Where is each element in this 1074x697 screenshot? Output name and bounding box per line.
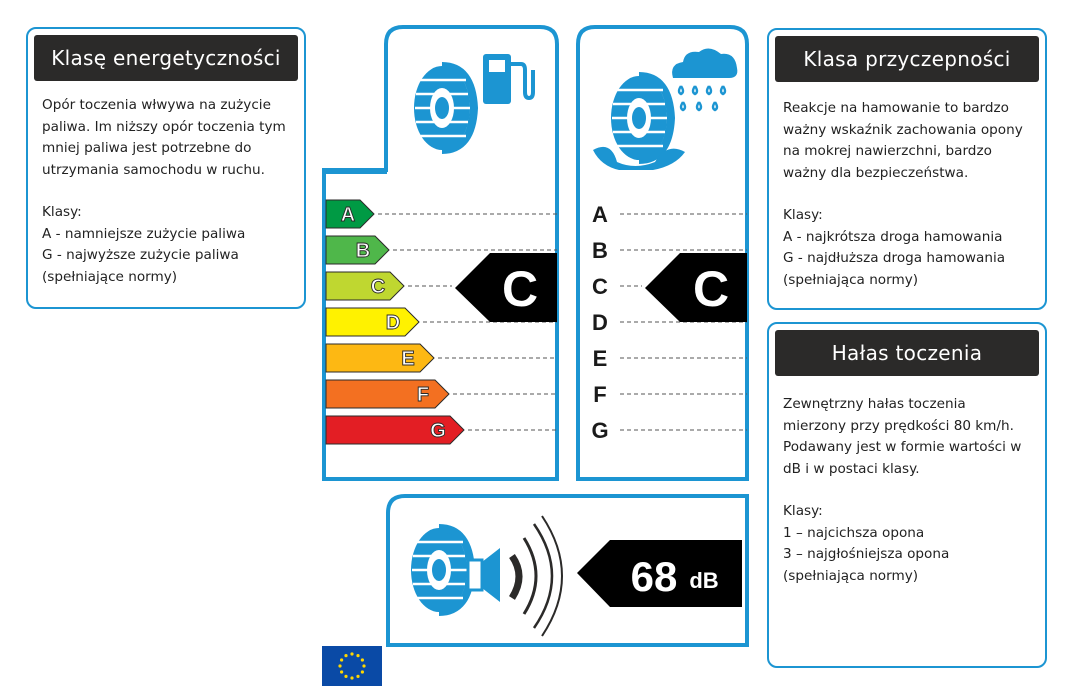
fuel-pump-icon [483, 54, 533, 104]
grip-class-letter: F [593, 382, 607, 407]
eu-star [356, 675, 359, 678]
energy-rating-letter: C [501, 261, 539, 317]
grip-class-letter: D [592, 310, 608, 335]
energy-class-letter: E [401, 348, 415, 370]
noise-line: Zewnętrzny hałas toczenia [783, 396, 966, 412]
grip-scale [591, 202, 747, 443]
energy-line: utrzymania samochodu w ruchu. [42, 161, 265, 178]
grip-class-line: A - najkrótsza droga hamowania [783, 228, 1003, 245]
grip-class-row-a [592, 202, 747, 227]
energy-class-letter: C [370, 276, 386, 298]
grip-info-title: Klasa przyczepności [775, 36, 1039, 82]
energy-class-letter: D [385, 312, 401, 334]
rain-cloud-icon [672, 48, 737, 110]
grip-line: ważny dla bezpieczeństwa. [783, 164, 969, 181]
noise-value-arrow [577, 540, 742, 607]
energy-classes-heading: Klasy: [42, 204, 82, 220]
eu-star [344, 675, 347, 678]
eu-flag-icon [322, 646, 382, 686]
energy-class-letter: B [355, 240, 371, 262]
eu-star [356, 654, 359, 657]
grip-class-line: G - najdłuższa droga hamowania [783, 250, 1006, 266]
tire-icon [411, 528, 471, 612]
energy-info-title: Klasę energetyczności [34, 35, 298, 81]
sound-waves-icon [512, 516, 562, 636]
noise-line: Podawany jest w formie wartości w [783, 439, 1022, 455]
eu-star [344, 654, 347, 657]
grip-class-line: (spełniająca normy) [783, 271, 919, 288]
grip-class-letter: E [592, 346, 608, 371]
grip-line: Reakcje na hamowanie to bardzo [783, 100, 1009, 116]
noise-class-line: 1 – najcichsza opona [783, 524, 925, 541]
energy-line: paliwa. Im niższy opór toczenia tym [42, 118, 286, 135]
noise-class-line: 3 – najgłośniejsza opona [783, 546, 950, 562]
energy-class-bar-a [326, 200, 557, 228]
grip-rating-letter: C [692, 261, 730, 317]
energy-class-bar-c [326, 272, 452, 300]
grip-line: ważny wskaźnik zachowania opony [783, 121, 1023, 138]
energy-class-line: G - najwyższe zużycie paliwa [42, 247, 239, 263]
grip-classes-heading: Klasy: [783, 207, 823, 223]
noise-line: mierzony przy prędkości 80 km/h. [783, 417, 1014, 434]
eu-star [361, 670, 364, 673]
energy-line: mniej paliwa jest potrzebne do [42, 140, 252, 156]
energy-class-bar-g [326, 416, 557, 444]
grip-class-row-f [593, 382, 747, 407]
noise-unit: dB [689, 568, 719, 593]
noise-classes-heading: Klasy: [783, 503, 823, 519]
grip-class-letter: A [592, 202, 608, 227]
grip-line: na mokrej nawierzchni, bardzo [783, 143, 992, 159]
tire-icon [593, 76, 685, 170]
grip-class-letter: G [591, 418, 609, 443]
eu-star [350, 652, 353, 655]
eu-star [340, 658, 343, 661]
tire-icon [414, 66, 474, 150]
eu-star [338, 664, 341, 667]
eu-star [340, 670, 343, 673]
energy-rating-arrow [455, 253, 557, 322]
energy-class-bar-e [326, 344, 557, 372]
noise-class-line: (spełniająca normy) [783, 567, 919, 584]
grip-rating-arrow [645, 253, 747, 322]
grip-class-letter: B [592, 238, 608, 263]
energy-class-letter: A [340, 204, 356, 226]
grip-class-row-g [591, 418, 747, 443]
grip-class-row-c [592, 274, 642, 299]
eu-star [350, 676, 353, 679]
energy-class-line: A - namniejsze zużycie paliwa [42, 225, 246, 242]
noise-line: dB i w postaci klasy. [783, 460, 920, 477]
eu-star [361, 658, 364, 661]
eu-star [362, 664, 365, 667]
energy-class-letter: G [430, 420, 446, 442]
energy-line: Opór toczenia włwywa na zużycie [42, 97, 271, 113]
energy-class-line: (spełniające normy) [42, 268, 178, 285]
energy-class-letter: F [416, 384, 430, 406]
noise-info-title: Hałas toczenia [775, 330, 1039, 376]
grip-class-letter: C [592, 274, 608, 299]
grip-class-row-e [593, 346, 747, 371]
energy-class-bar-f [326, 380, 557, 408]
noise-value: 68 [630, 553, 678, 600]
